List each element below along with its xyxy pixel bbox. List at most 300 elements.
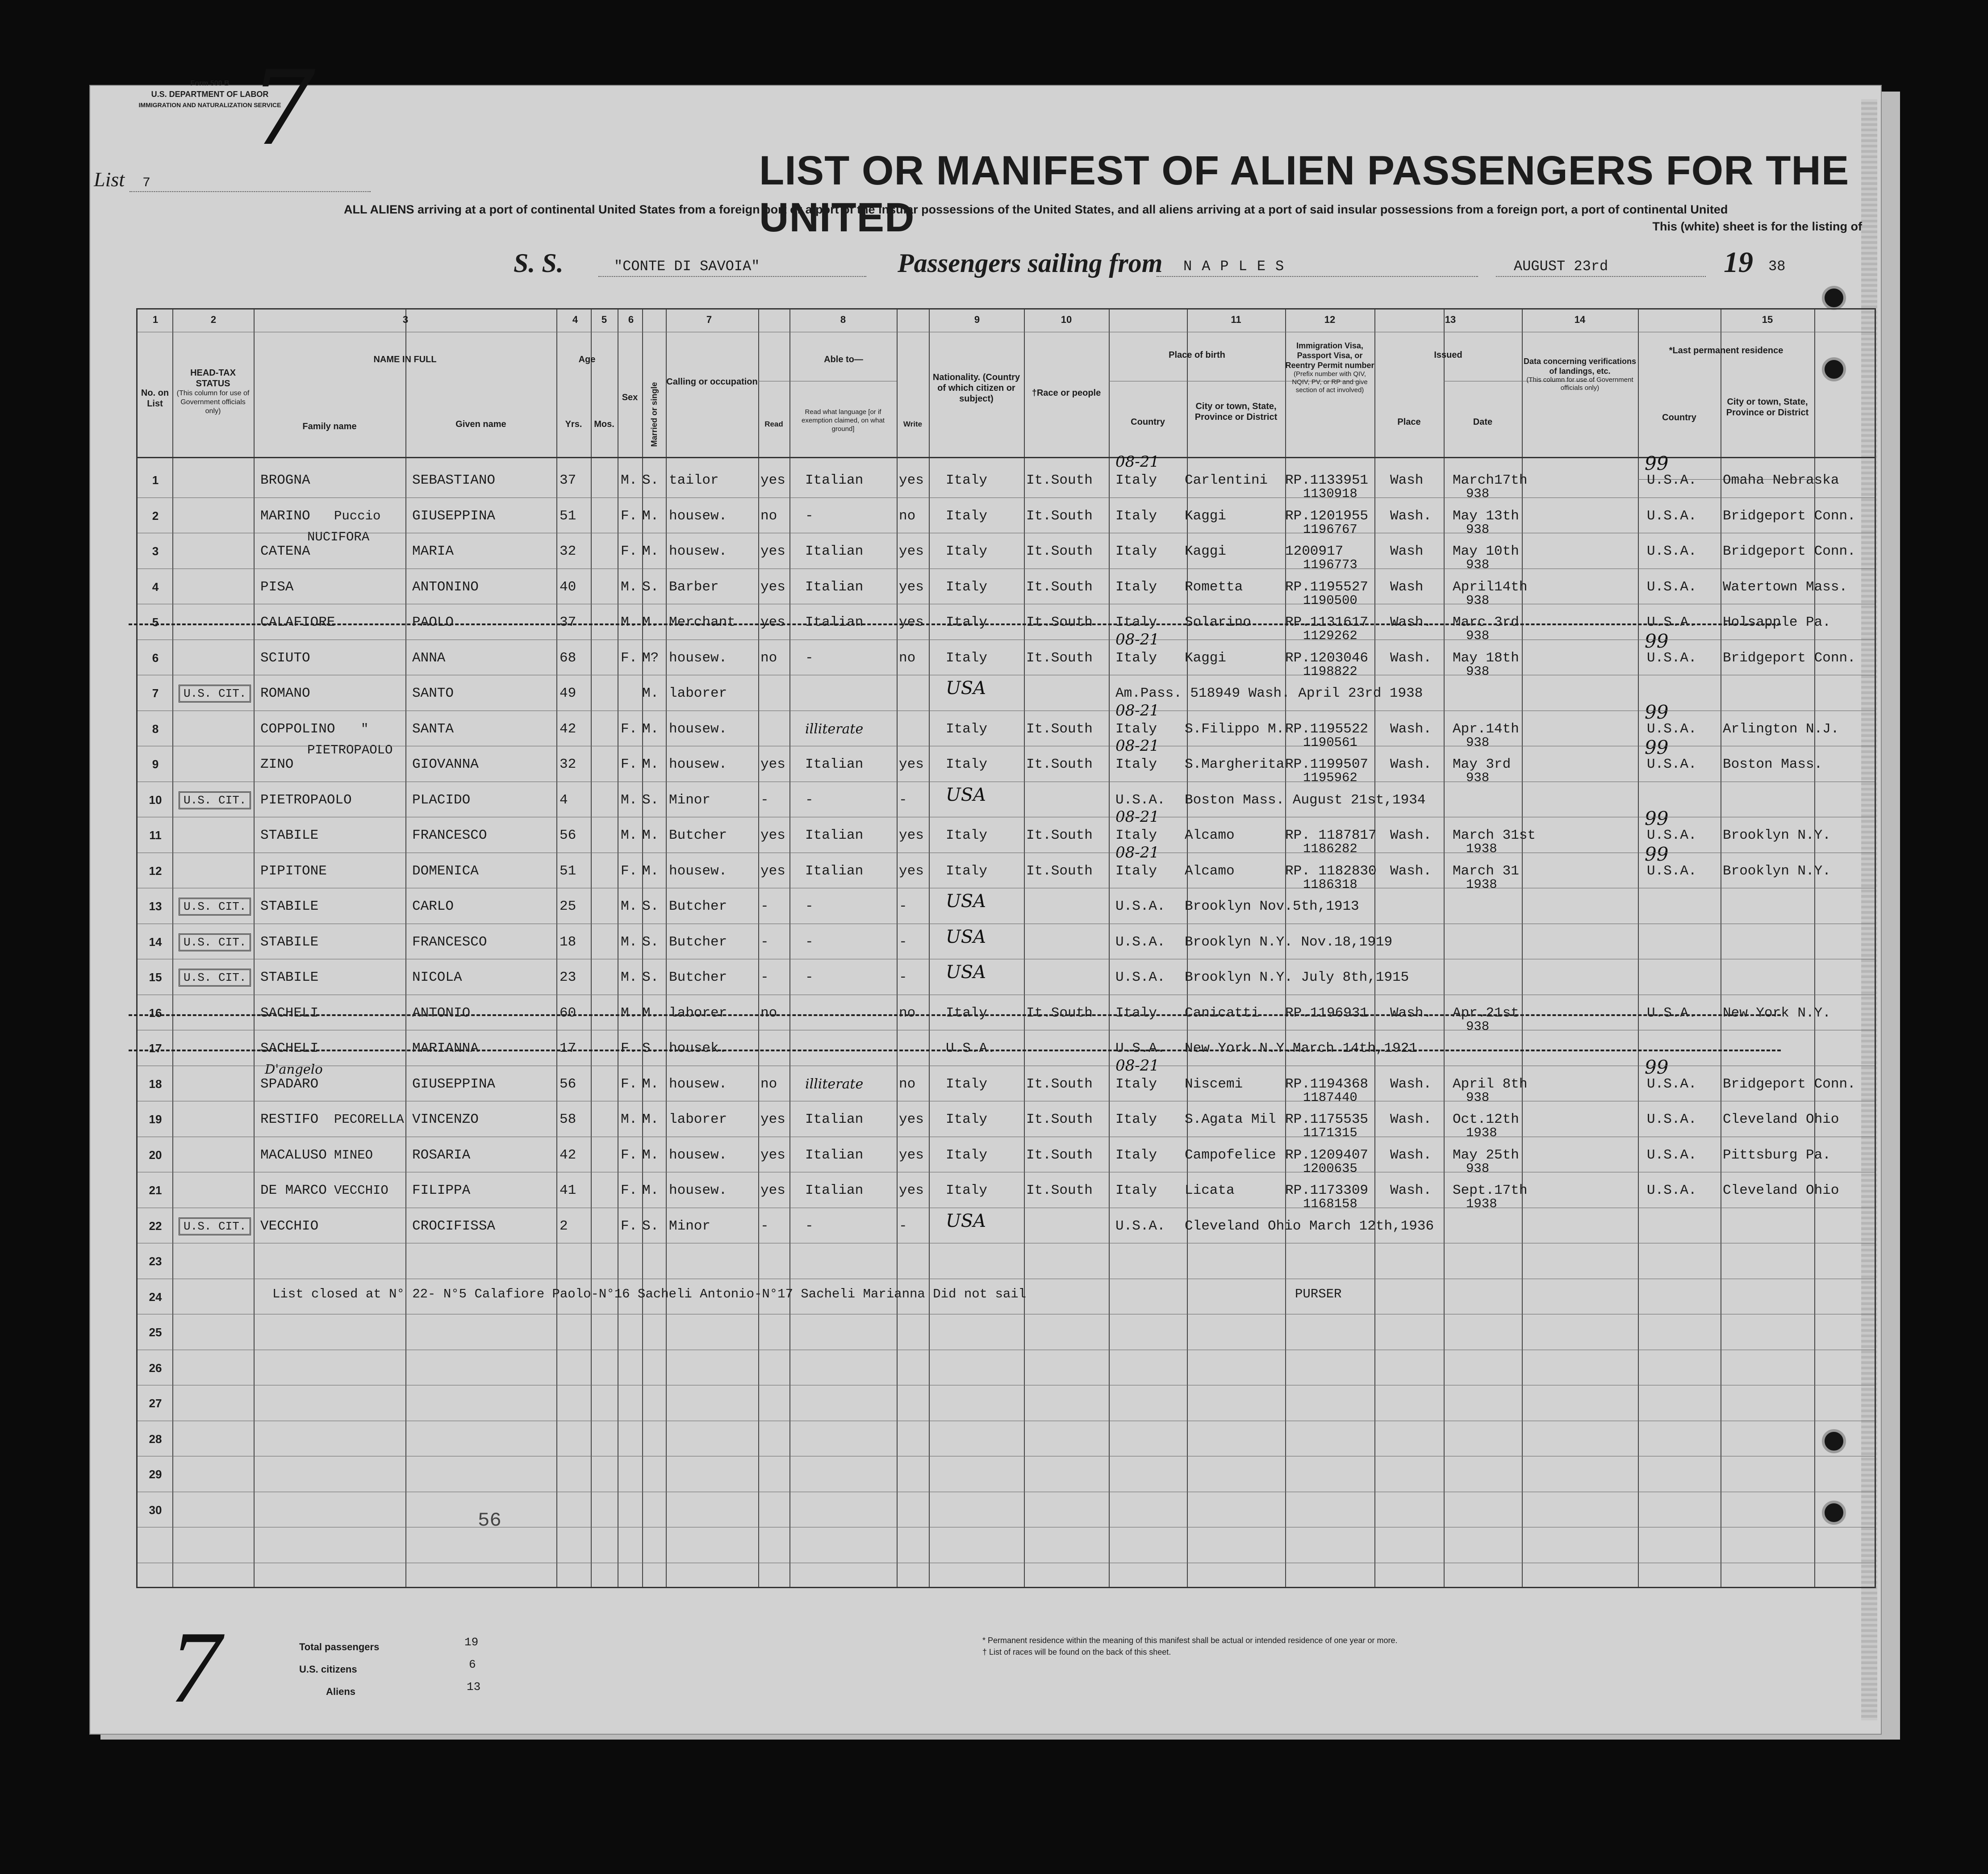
cell-race: It.South (1026, 544, 1093, 559)
cell-issued-year: 938 (1466, 557, 1490, 572)
cell-visa-secondary: 1186318 (1303, 877, 1357, 892)
cell-issued-year: 1938 (1466, 1196, 1497, 1211)
cell-bcountry: Italy (1115, 863, 1157, 879)
cell-rcity: Cleveland Ohio (1723, 1112, 1839, 1127)
cell-sex: F. (621, 1183, 638, 1198)
cell-ms: M. (642, 1147, 659, 1163)
cell-bcountry: U.S.A. (1115, 792, 1165, 808)
cell-visa: RP.1131617 (1285, 615, 1369, 630)
cell-bcountry: Italy (1115, 1005, 1157, 1021)
row-number: 20 (149, 1148, 162, 1162)
cell-idate: May 13th (1453, 508, 1519, 524)
cell-occ: laborer (669, 1112, 727, 1127)
row-number: 27 (149, 1397, 162, 1410)
cell-write: - (899, 792, 907, 808)
cell-iplace: Wash. (1390, 721, 1432, 737)
cell-family: DE MARCO (260, 1183, 327, 1198)
cell-age: 41 (560, 1183, 576, 1198)
table-row (138, 452, 1875, 501)
cell-occ: Barber (669, 579, 719, 595)
cell-nat: USA (946, 926, 986, 947)
header-write: Write (903, 420, 923, 428)
cell-bcountry: U.S.A. (1115, 1218, 1165, 1234)
cell-lang: Italian (805, 863, 864, 879)
column-number: 10 (1061, 314, 1072, 325)
cell-read: yes (760, 1183, 785, 1198)
cell-occ: Minor (669, 1218, 711, 1234)
header-name-in-full: NAME IN FULL (373, 355, 437, 364)
cell-family: MACALUSO (260, 1147, 327, 1163)
footnotes (982, 1635, 1429, 1658)
header-residence-city: City or town, State, Province or District (1726, 397, 1809, 418)
cell-write: yes (899, 828, 924, 843)
cell-bcountry: Italy (1115, 508, 1157, 524)
cell-issued-year: 938 (1466, 628, 1490, 643)
cell-ms: S. (642, 899, 659, 914)
cell-iplace: Wash. (1390, 650, 1432, 666)
cell-iplace: Wash (1390, 473, 1424, 488)
cell-idate: Marc 3rd (1453, 615, 1519, 630)
cell-bcity: S.Agata Mil (1185, 1112, 1276, 1127)
list-underline (129, 191, 371, 192)
cell-lang: - (805, 1218, 814, 1234)
cell-lang: - (805, 650, 814, 666)
row-number: 10 (149, 793, 162, 807)
cell-rcity: Bridgeport Conn. (1723, 650, 1856, 666)
cell-race: It.South (1026, 508, 1093, 524)
cell-bcity: S.Margherita (1185, 757, 1285, 772)
cell-issued-year: 1938 (1466, 877, 1497, 892)
cell-given: SANTO (412, 686, 454, 701)
cell-write: yes (899, 1112, 924, 1127)
cell-bcity: Licata (1185, 1183, 1235, 1198)
cell-bcity: Campofelice (1185, 1147, 1276, 1163)
cell-sex: M. (621, 579, 638, 595)
cell-nat: USA (946, 678, 986, 699)
cell-visa: RP. 1182830 (1285, 863, 1377, 879)
us-citizen-stamp: U.S. CIT. (179, 898, 251, 916)
cell-age: 18 (560, 934, 576, 950)
cell-rcity: Boston Mass. (1723, 757, 1823, 772)
cell-given: ANNA (412, 650, 446, 666)
cell-family: SPADARO (260, 1076, 319, 1092)
cell-age: 32 (560, 544, 576, 559)
cell-read: - (760, 899, 769, 914)
visa-note: (Prefix number with QIV, NQIV, PV, or RP and give section of act involved) (1292, 370, 1368, 394)
cell-given: FRANCESCO (412, 828, 487, 843)
total-passengers-value (464, 1636, 478, 1649)
cell-lang: Italian (805, 1147, 864, 1163)
cell-given: FILIPPA (412, 1183, 471, 1198)
cell-visa-secondary: 1190561 (1303, 735, 1357, 750)
aliens-value (467, 1680, 480, 1694)
cell-visa-secondary: 1186282 (1303, 841, 1357, 856)
cell-bcity: Kaggi (1185, 544, 1227, 559)
row-number: 30 (149, 1503, 162, 1517)
cell-rcountry: U.S.A. (1647, 1147, 1697, 1163)
cell-rcity: Bridgeport Conn. (1723, 1076, 1856, 1092)
cell-write: yes (899, 615, 924, 630)
cell-visa-secondary: 1129262 (1303, 628, 1357, 643)
cell-write: - (899, 1218, 907, 1234)
row-number: 12 (149, 864, 162, 878)
cell-ms: S. (642, 934, 659, 950)
handwritten-seven: 7 (170, 1610, 221, 1724)
cell-bcountry: Italy (1115, 650, 1157, 666)
cell-lang: - (805, 970, 814, 985)
cell-given: MARIANNA (412, 1041, 479, 1056)
cell-idate: Sept.17th (1453, 1183, 1528, 1198)
cell-occ: tailor (669, 473, 719, 488)
cell-issued-year: 938 (1466, 1019, 1490, 1034)
purser-label: PURSER (1295, 1287, 1342, 1301)
cell-iplace: Wash. (1390, 508, 1432, 524)
cell-issued-year: 938 (1466, 1161, 1490, 1176)
cell-sex: M. (621, 473, 638, 488)
cell-age: 56 (560, 1076, 576, 1092)
cell-lang: illiterate (805, 721, 864, 737)
cell-rcity: Bridgeport Conn. (1723, 544, 1856, 559)
cell-read: - (760, 792, 769, 808)
cell-rcity: Arlington N.J. (1723, 721, 1839, 737)
cell-occ: Butcher (669, 970, 727, 985)
cell-ms: M. (642, 1112, 659, 1127)
header-read-language: Read what language [or if exemption claimed, on what ground] (802, 408, 885, 433)
sailing-from-label: Passengers sailing from (898, 248, 1163, 278)
cell-read: - (760, 1218, 769, 1234)
cell-family: STABILE (260, 970, 319, 985)
cell-iplace: Wash. (1390, 1005, 1432, 1021)
cell-rcity: Watertown Mass. (1723, 579, 1848, 595)
cell-given: NICOLA (412, 970, 462, 985)
cell-ms: S. (642, 792, 659, 808)
cell-nat: Italy (946, 828, 988, 843)
column-number: 14 (1574, 314, 1586, 325)
cell-iplace: Wash. (1390, 828, 1432, 843)
cell-name-note: PIETROPAOLO (307, 743, 393, 757)
port-underline (1157, 276, 1478, 277)
cell-sex: F. (621, 508, 638, 524)
cell-age: 17 (560, 1041, 576, 1056)
cell-age: 68 (560, 650, 576, 666)
cell-nat: Italy (946, 1112, 988, 1127)
header-read: Read (764, 420, 783, 428)
column-number: 15 (1762, 314, 1773, 325)
cell-occ: housew. (669, 863, 727, 879)
cell-idate: May 25th (1453, 1147, 1519, 1163)
cell-rcountry: U.S.A. (1647, 579, 1697, 595)
header-calling: Calling or occupation (666, 377, 758, 387)
table-row (138, 996, 1875, 1032)
residence-mark: 99 (1645, 807, 1669, 829)
cell-bcity: S.Filippo M. (1185, 721, 1285, 737)
cell-write: no (899, 1076, 916, 1092)
row-number: 11 (149, 828, 162, 842)
cell-sex: M. (621, 934, 638, 950)
cell-rcountry: U.S.A. (1647, 508, 1697, 524)
cell-nat: Italy (946, 615, 988, 630)
table-row (138, 1209, 1875, 1245)
header-married: Married or single (650, 382, 659, 447)
verification-note: (This column for use of Government officials only) (1526, 376, 1633, 392)
table-row (138, 1174, 1875, 1209)
table-row (138, 530, 1875, 572)
cell-idate: May 10th (1453, 544, 1519, 559)
cell-lang: - (805, 792, 814, 808)
cell-given: GIUSEPPINA (412, 508, 496, 524)
cell-age: 37 (560, 615, 576, 630)
cell-bcity: Alcamo (1185, 828, 1235, 843)
cell-race: It.South (1026, 473, 1093, 488)
cell-nat: Italy (946, 1183, 988, 1198)
ss-label: S. S. (514, 248, 564, 278)
table-row (138, 961, 1875, 996)
cell-iplace: Wash. (1390, 615, 1432, 630)
residence-mark: 99 (1645, 1056, 1669, 1078)
aliens-label: Aliens (326, 1686, 356, 1697)
cell-ms: M. (642, 508, 659, 524)
cell-family: MARINO (260, 508, 310, 524)
cell-sex: M. (621, 899, 638, 914)
cell-idate: April 8th (1453, 1076, 1528, 1092)
cell-visa-secondary: 1200635 (1303, 1161, 1357, 1176)
cell-sex: M. (621, 792, 638, 808)
row-number: 1 (152, 473, 159, 487)
header-verification (1522, 356, 1638, 392)
cell-rcity: Omaha Nebraska (1723, 473, 1839, 488)
cell-rcountry: U.S.A. (1647, 544, 1697, 559)
head-tax-note: (This column for use of Government officials only) (176, 389, 250, 415)
cell-idate: March17th (1453, 473, 1528, 488)
birth-code-mark: 08-21 (1115, 737, 1160, 755)
row-number: 6 (152, 651, 159, 665)
cell-nat: U.S.A. (946, 1041, 996, 1056)
cell-bcountry: Italy (1115, 1183, 1157, 1198)
cell-age: 51 (560, 508, 576, 524)
cell-issued-year: 938 (1466, 486, 1490, 501)
residence-mark: 99 (1645, 843, 1669, 865)
cell-occ: laborer (669, 1005, 727, 1021)
cell-bcountry: U.S.A. (1115, 1041, 1165, 1056)
header-able-to: Able to— (824, 355, 863, 364)
cell-age: 25 (560, 899, 576, 914)
cell-issued-year: 938 (1466, 1090, 1490, 1105)
us-citizen-stamp: U.S. CIT. (179, 933, 251, 951)
cell-sex: F. (621, 1041, 638, 1056)
cell-nat: Italy (946, 544, 988, 559)
cell-write: - (899, 970, 907, 985)
cell-family: CATENA (260, 544, 310, 559)
cell-read: - (760, 970, 769, 985)
cell-bcity: Brooklyn Nov.5th,1913 (1185, 899, 1359, 914)
birth-code-mark: 08-21 (1115, 843, 1160, 862)
cell-occ: Butcher (669, 828, 727, 843)
cell-write: no (899, 508, 916, 524)
cell-visa-secondary: 1130918 (1303, 486, 1357, 501)
cell-sex: F. (621, 1076, 638, 1092)
cell-bcity: Niscemi (1185, 1076, 1243, 1092)
cell-family: STABILE (260, 828, 319, 843)
cell-write: - (899, 899, 907, 914)
cell-issued-year: 938 (1466, 664, 1490, 679)
cell-bcountry: U.S.A. (1115, 934, 1165, 950)
cell-age: 32 (560, 757, 576, 772)
cell-rcity: Holsapple Pa. (1723, 615, 1831, 630)
column-number: 4 (572, 314, 578, 325)
cell-read: no (760, 1005, 777, 1021)
cell-rcity: Pittsburg Pa. (1723, 1147, 1831, 1163)
cell-visa-secondary: 1196767 (1303, 522, 1357, 537)
table-row (138, 570, 1875, 606)
cell-bcity: Carlentini (1185, 473, 1268, 488)
cell-iplace: Wash (1390, 544, 1424, 559)
cell-lang: - (805, 934, 814, 950)
cell-rcountry: U.S.A. (1647, 1005, 1697, 1021)
cell-visa: 1200917 (1285, 544, 1344, 559)
row-number: 23 (149, 1255, 162, 1268)
cell-rcountry: U.S.A. (1647, 863, 1697, 879)
cell-visa: RP.1199507 (1285, 757, 1369, 772)
cell-race: It.South (1026, 650, 1093, 666)
cell-family: BROGNA (260, 473, 310, 488)
row-number: 15 (149, 970, 162, 984)
cell-name-note: " (361, 721, 369, 736)
cell-given: MARIA (412, 544, 454, 559)
cell-occ: laborer (669, 686, 727, 701)
header-age: Age (578, 355, 596, 364)
cell-write: yes (899, 1147, 924, 1163)
cell-given: VINCENZO (412, 1112, 479, 1127)
cell-visa: RP.1133951 (1285, 473, 1369, 488)
header-issued-place: Place (1397, 417, 1421, 427)
cell-write: no (899, 1005, 916, 1021)
cell-given: DOMENICA (412, 863, 479, 879)
cell-bcountry: Italy (1115, 828, 1157, 843)
cell-visa: RP.1203046 (1285, 650, 1369, 666)
cell-write: yes (899, 1183, 924, 1198)
cell-idate: March 31 (1453, 863, 1519, 879)
cell-visa-secondary: 1190500 (1303, 593, 1357, 608)
cell-read: yes (760, 1112, 785, 1127)
header-last-residence: *Last permanent residence (1669, 346, 1783, 356)
cell-idate: April14th (1453, 579, 1528, 595)
cell-name-note: MINEO (334, 1147, 373, 1163)
cell-lang: Italian (805, 579, 864, 595)
cell-bcity: Cleveland Ohio March 12th,1936 (1185, 1218, 1434, 1234)
cell-read: yes (760, 757, 785, 772)
table-row (138, 1056, 1875, 1105)
cell-visa-secondary: 1171315 (1303, 1125, 1357, 1140)
page-number: 56 (478, 1510, 501, 1532)
cell-visa: RP.1175535 (1285, 1112, 1369, 1127)
cell-bcountry: Italy (1115, 1112, 1157, 1127)
cell-sex: F. (621, 757, 638, 772)
cell-bcountry: Italy (1115, 615, 1157, 630)
table-row (138, 499, 1875, 535)
cell-given: PAOLO (412, 615, 454, 630)
cell-nat: Italy (946, 863, 988, 879)
table-row (138, 925, 1875, 961)
cell-name-note: PECORELLA (334, 1112, 404, 1127)
cell-family: ZINO (260, 757, 294, 772)
row-number: 18 (149, 1077, 162, 1091)
manifest-table (136, 308, 1876, 1588)
cell-rcity: New York N.Y. (1723, 1005, 1831, 1021)
us-citizen-stamp: U.S. CIT. (179, 685, 251, 703)
birth-code-mark: 08-21 (1115, 630, 1160, 648)
cell-nat: USA (946, 1210, 986, 1231)
cell-given: ANTONIO (412, 1005, 471, 1021)
cell-read: yes (760, 473, 785, 488)
cell-visa-secondary: 1168158 (1303, 1196, 1357, 1211)
cell-bcity: New York N.Y.March 14th,1921 (1185, 1041, 1417, 1056)
cell-race: It.South (1026, 1076, 1093, 1092)
us-citizen-stamp: U.S. CIT. (179, 1217, 251, 1235)
cell-lang: illiterate (805, 1076, 864, 1092)
date-underline (1496, 276, 1706, 277)
cell-visa-secondary: 1198822 (1303, 664, 1357, 679)
cell-issued-year: 938 (1466, 593, 1490, 608)
cell-iplace: Wash. (1390, 1076, 1432, 1092)
visa-label: Immigration Visa, Passport Visa, or Reentry Permit number (1285, 341, 1374, 370)
cell-issued-year: 1938 (1466, 1125, 1497, 1140)
cell-family: SACHELI (260, 1041, 319, 1056)
birth-code-mark: 08-21 (1115, 701, 1160, 719)
table-row (138, 677, 1875, 712)
row-number: 28 (149, 1432, 162, 1446)
cell-race: It.South (1026, 721, 1093, 737)
column-number: 5 (601, 314, 607, 325)
residence-mark: 99 (1645, 452, 1669, 474)
cell-family: VECCHIO (260, 1218, 319, 1234)
cell-rcountry: U.S.A. (1647, 1112, 1697, 1127)
cell-sex: M. (621, 970, 638, 985)
us-citizen-stamp: U.S. CIT. (179, 969, 251, 987)
cell-read: yes (760, 544, 785, 559)
column-number: 11 (1231, 314, 1241, 325)
cell-nat: Italy (946, 1005, 988, 1021)
cancelled-line (129, 1050, 1781, 1051)
cell-ms: M. (642, 686, 659, 701)
cell-nat: Italy (946, 1076, 988, 1092)
cell-age: 58 (560, 1112, 576, 1127)
footnote-residence: * Permanent residence within the meaning of this manifest shall be actual or intended residence of one year or more. (982, 1636, 1398, 1645)
cell-sex: M. (621, 615, 638, 630)
table-row (138, 890, 1875, 925)
cell-write: yes (899, 579, 924, 595)
sailing-date: AUGUST 23rd (1514, 258, 1608, 275)
header-issued: Issued (1434, 350, 1462, 360)
cell-family: SCIUTO (260, 650, 310, 666)
cell-given: SEBASTIANO (412, 473, 496, 488)
cell-visa: RP.1195522 (1285, 721, 1369, 737)
residence-mark: 99 (1645, 701, 1669, 723)
cell-ms: M. (642, 1005, 659, 1021)
row-number: 26 (149, 1361, 162, 1375)
manifest-subtitle (344, 201, 1862, 235)
cell-visa: RP.1209407 (1285, 1147, 1369, 1163)
row-number: 17 (149, 1042, 162, 1055)
cell-write: yes (899, 544, 924, 559)
birth-code-mark: 08-21 (1115, 453, 1160, 471)
cell-nat: USA (946, 891, 986, 912)
cell-occ: housew. (669, 757, 727, 772)
us-citizen-stamp: U.S. CIT. (179, 791, 251, 809)
cell-occ: housew. (669, 508, 727, 524)
cell-bcity: Alcamo (1185, 863, 1235, 879)
cell-name-note: Puccio (334, 508, 381, 523)
cell-nat: Italy (946, 757, 988, 772)
